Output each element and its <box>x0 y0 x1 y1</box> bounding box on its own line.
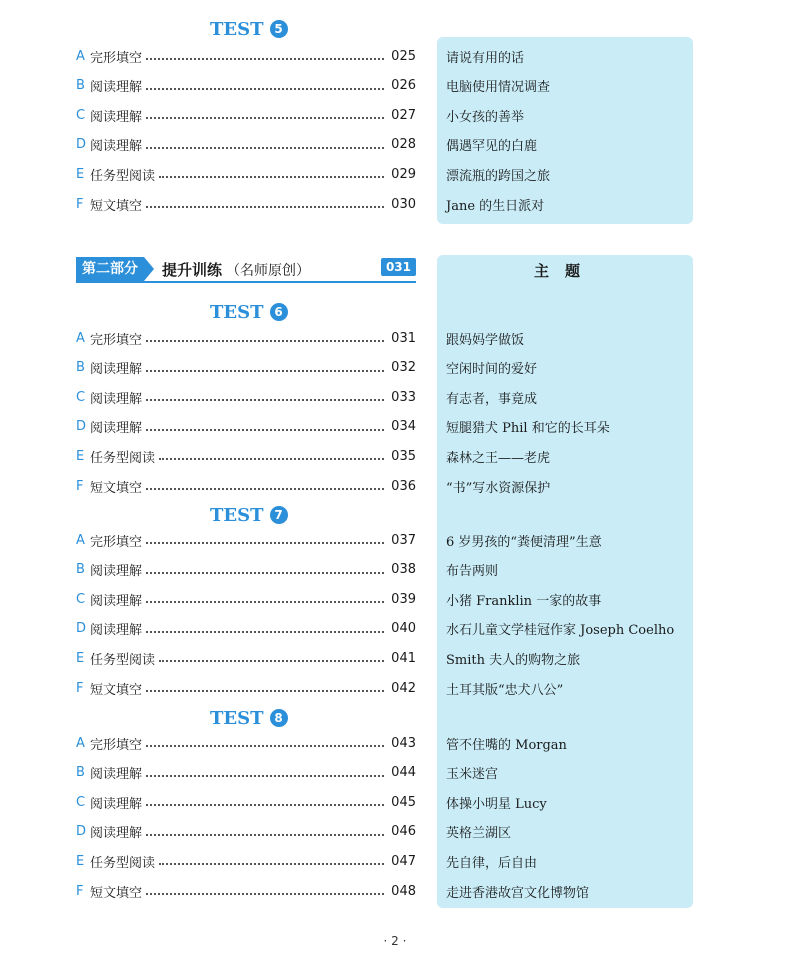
entry-letter: C <box>76 794 86 810</box>
leader-dots <box>146 542 384 544</box>
entry-type: 短文填空 <box>90 682 143 698</box>
entry-page: 047 <box>391 853 416 869</box>
entry-type: 完形填空 <box>90 332 143 348</box>
leader-dots <box>146 690 384 692</box>
leader-dots <box>146 631 384 633</box>
leader-dots <box>146 488 384 490</box>
entry-letter: D <box>76 137 87 153</box>
leader-dots <box>146 745 384 747</box>
entry-topic: 6 岁男孩的“粪便清理”生意 <box>446 534 602 550</box>
entry-letter: D <box>76 419 87 435</box>
toc-entry[interactable] <box>76 820 416 844</box>
entry-page: 040 <box>391 621 416 637</box>
leader-dots <box>159 863 384 865</box>
toc-entry[interactable] <box>76 356 416 380</box>
entry-page: 034 <box>391 419 416 435</box>
leader-dots <box>159 458 384 460</box>
toc-entry[interactable] <box>76 103 416 127</box>
toc-entry[interactable] <box>76 44 416 68</box>
test-number-badge: 6 <box>270 303 288 321</box>
entry-letter: E <box>76 853 85 869</box>
test-heading <box>210 706 288 730</box>
entry-type: 任务型阅读 <box>90 652 156 668</box>
entry-page: 048 <box>391 883 416 899</box>
test-number-badge: 8 <box>270 709 288 727</box>
test-heading <box>210 300 288 324</box>
toc-entry[interactable] <box>76 849 416 873</box>
entry-type: 阅读理解 <box>90 362 143 378</box>
entry-letter: E <box>76 448 85 464</box>
entry-letter: C <box>76 107 86 123</box>
leader-dots <box>146 429 384 431</box>
entry-type: 阅读理解 <box>90 796 143 812</box>
leader-dots <box>146 601 384 603</box>
entry-topic: Jane 的生日派对 <box>446 198 545 214</box>
entry-page: 042 <box>391 680 416 696</box>
entry-type: 短文填空 <box>90 885 143 901</box>
entry-letter: B <box>76 765 85 781</box>
leader-dots <box>159 660 384 662</box>
part-title <box>162 259 310 280</box>
entry-letter: F <box>76 196 84 212</box>
entry-page: 043 <box>391 735 416 751</box>
leader-dots <box>146 399 384 401</box>
leader-dots <box>146 340 384 342</box>
entry-page: 045 <box>391 794 416 810</box>
entry-topic: 请说有用的话 <box>446 50 525 66</box>
entry-type: 阅读理解 <box>90 593 143 609</box>
entry-topic: 玉米迷宫 <box>446 767 499 783</box>
entry-page: 028 <box>391 137 416 153</box>
entry-topic: 体操小明星 Lucy <box>446 796 547 812</box>
leader-dots <box>146 117 384 119</box>
entry-letter: F <box>76 883 84 899</box>
entry-topic: 小女孩的善举 <box>446 109 525 125</box>
entry-topic: 有志者，事竟成 <box>446 391 538 407</box>
leader-dots <box>146 834 384 836</box>
entry-type: 短文填空 <box>90 198 143 214</box>
entry-page: 029 <box>391 166 416 182</box>
entry-page: 025 <box>391 48 416 64</box>
entry-type: 阅读理解 <box>90 767 143 783</box>
entry-topic: 偶遇罕见的白鹿 <box>446 139 538 155</box>
page-number: · 2 · <box>383 934 407 948</box>
leader-dots <box>146 58 384 60</box>
entry-topic: 管不住嘴的 Morgan <box>446 737 567 753</box>
entry-type: 任务型阅读 <box>90 168 156 184</box>
toc-entry[interactable] <box>76 761 416 785</box>
test-label: TEST <box>210 504 264 526</box>
entry-page: 044 <box>391 765 416 781</box>
entry-type: 阅读理解 <box>90 80 143 96</box>
entry-topic: 英格兰湖区 <box>446 826 512 842</box>
entry-letter: F <box>76 680 84 696</box>
entry-topic: 跟妈妈学做饭 <box>446 332 525 348</box>
entry-topic: 布告两则 <box>446 564 499 580</box>
test-label: TEST <box>210 18 264 40</box>
entry-type: 完形填空 <box>90 737 143 753</box>
toc-entry[interactable] <box>76 74 416 98</box>
leader-dots <box>146 88 384 90</box>
entry-letter: B <box>76 360 85 376</box>
leader-dots <box>146 206 384 208</box>
toc-entry[interactable] <box>76 528 416 552</box>
entry-page: 035 <box>391 448 416 464</box>
entry-letter: C <box>76 389 86 405</box>
entry-type: 任务型阅读 <box>90 450 156 466</box>
theme-header: 主题 <box>437 255 693 287</box>
leader-dots <box>146 370 384 372</box>
toc-entry[interactable] <box>76 415 416 439</box>
toc-entry[interactable] <box>76 617 416 641</box>
entry-topic: 小猪 Franklin 一家的故事 <box>446 593 602 609</box>
entry-page: 038 <box>391 562 416 578</box>
entry-type: 完形填空 <box>90 534 143 550</box>
entry-page: 037 <box>391 532 416 548</box>
entry-topic: 森林之王——老虎 <box>446 450 551 466</box>
toc-entry[interactable] <box>76 474 416 498</box>
toc-entry[interactable] <box>76 133 416 157</box>
leader-dots <box>146 775 384 777</box>
toc-entry[interactable] <box>76 326 416 350</box>
entry-type: 阅读理解 <box>90 391 143 407</box>
entry-topic: 漂流瓶的跨国之旅 <box>446 168 551 184</box>
entry-page: 026 <box>391 78 416 94</box>
toc-entry[interactable] <box>76 162 416 186</box>
entry-topic: 空闲时间的爱好 <box>446 362 538 378</box>
entry-page: 033 <box>391 389 416 405</box>
leader-dots <box>159 176 384 178</box>
entry-topic: 走进香港故宫文化博物馆 <box>446 885 590 901</box>
entry-letter: A <box>76 532 85 548</box>
toc-entry[interactable] <box>76 790 416 814</box>
entry-letter: A <box>76 330 85 346</box>
toc-entry[interactable] <box>76 676 416 700</box>
entry-page: 031 <box>391 330 416 346</box>
toc-entry[interactable] <box>76 444 416 468</box>
test-number-badge: 7 <box>270 506 288 524</box>
entry-page: 046 <box>391 824 416 840</box>
entry-topic: “书”写水资源保护 <box>446 480 551 496</box>
test-label: TEST <box>210 301 264 323</box>
entry-letter: A <box>76 735 85 751</box>
toc-entry[interactable] <box>76 192 416 216</box>
entry-type: 阅读理解 <box>90 623 143 639</box>
entry-topic: 先自律，后自由 <box>446 855 538 871</box>
toc-entry[interactable] <box>76 587 416 611</box>
leader-dots <box>146 893 384 895</box>
entry-letter: E <box>76 650 85 666</box>
test-heading <box>210 503 288 527</box>
entry-topic: 水石儿童文学桂冠作家 Joseph Coelho <box>446 623 675 639</box>
part-two-bar <box>76 257 416 283</box>
part-page-number: 031 <box>381 258 416 276</box>
test-label: TEST <box>210 707 264 729</box>
entry-letter: C <box>76 591 86 607</box>
entry-topic: 土耳其版“忠犬八公” <box>446 682 564 698</box>
entry-type: 阅读理解 <box>90 826 143 842</box>
test-number-badge: 5 <box>270 20 288 38</box>
part-subtitle: （名师原创） <box>226 262 311 279</box>
entry-page: 030 <box>391 196 416 212</box>
entry-letter: E <box>76 166 85 182</box>
leader-dots <box>146 804 384 806</box>
toc-entry[interactable] <box>76 646 416 670</box>
entry-type: 阅读理解 <box>90 109 143 125</box>
entry-type: 任务型阅读 <box>90 855 156 871</box>
leader-dots <box>146 572 384 574</box>
entry-letter: B <box>76 562 85 578</box>
entry-type: 阅读理解 <box>90 421 143 437</box>
leader-dots <box>146 147 384 149</box>
entry-letter: D <box>76 824 87 840</box>
entry-letter: F <box>76 478 84 494</box>
entry-type: 阅读理解 <box>90 564 143 580</box>
entry-page: 032 <box>391 360 416 376</box>
toc-entry[interactable] <box>76 731 416 755</box>
entry-type: 阅读理解 <box>90 139 143 155</box>
entry-page: 027 <box>391 107 416 123</box>
entry-topic: Smith 夫人的购物之旅 <box>446 652 581 668</box>
part-label: 第二部分 <box>76 257 144 281</box>
entry-page: 041 <box>391 650 416 666</box>
toc-entry[interactable] <box>76 385 416 409</box>
entry-letter: A <box>76 48 85 64</box>
toc-entry[interactable] <box>76 879 416 903</box>
toc-entry[interactable] <box>76 558 416 582</box>
entry-letter: D <box>76 621 87 637</box>
entry-type: 完形填空 <box>90 50 143 66</box>
entry-page: 036 <box>391 478 416 494</box>
part-title-text: 提升训练 <box>162 260 223 279</box>
test-heading <box>210 17 288 41</box>
entry-topic: 短腿猎犬 Phil 和它的长耳朵 <box>446 421 610 437</box>
entry-page: 039 <box>391 591 416 607</box>
entry-topic: 电脑使用情况调查 <box>446 80 551 96</box>
entry-type: 短文填空 <box>90 480 143 496</box>
entry-letter: B <box>76 78 85 94</box>
